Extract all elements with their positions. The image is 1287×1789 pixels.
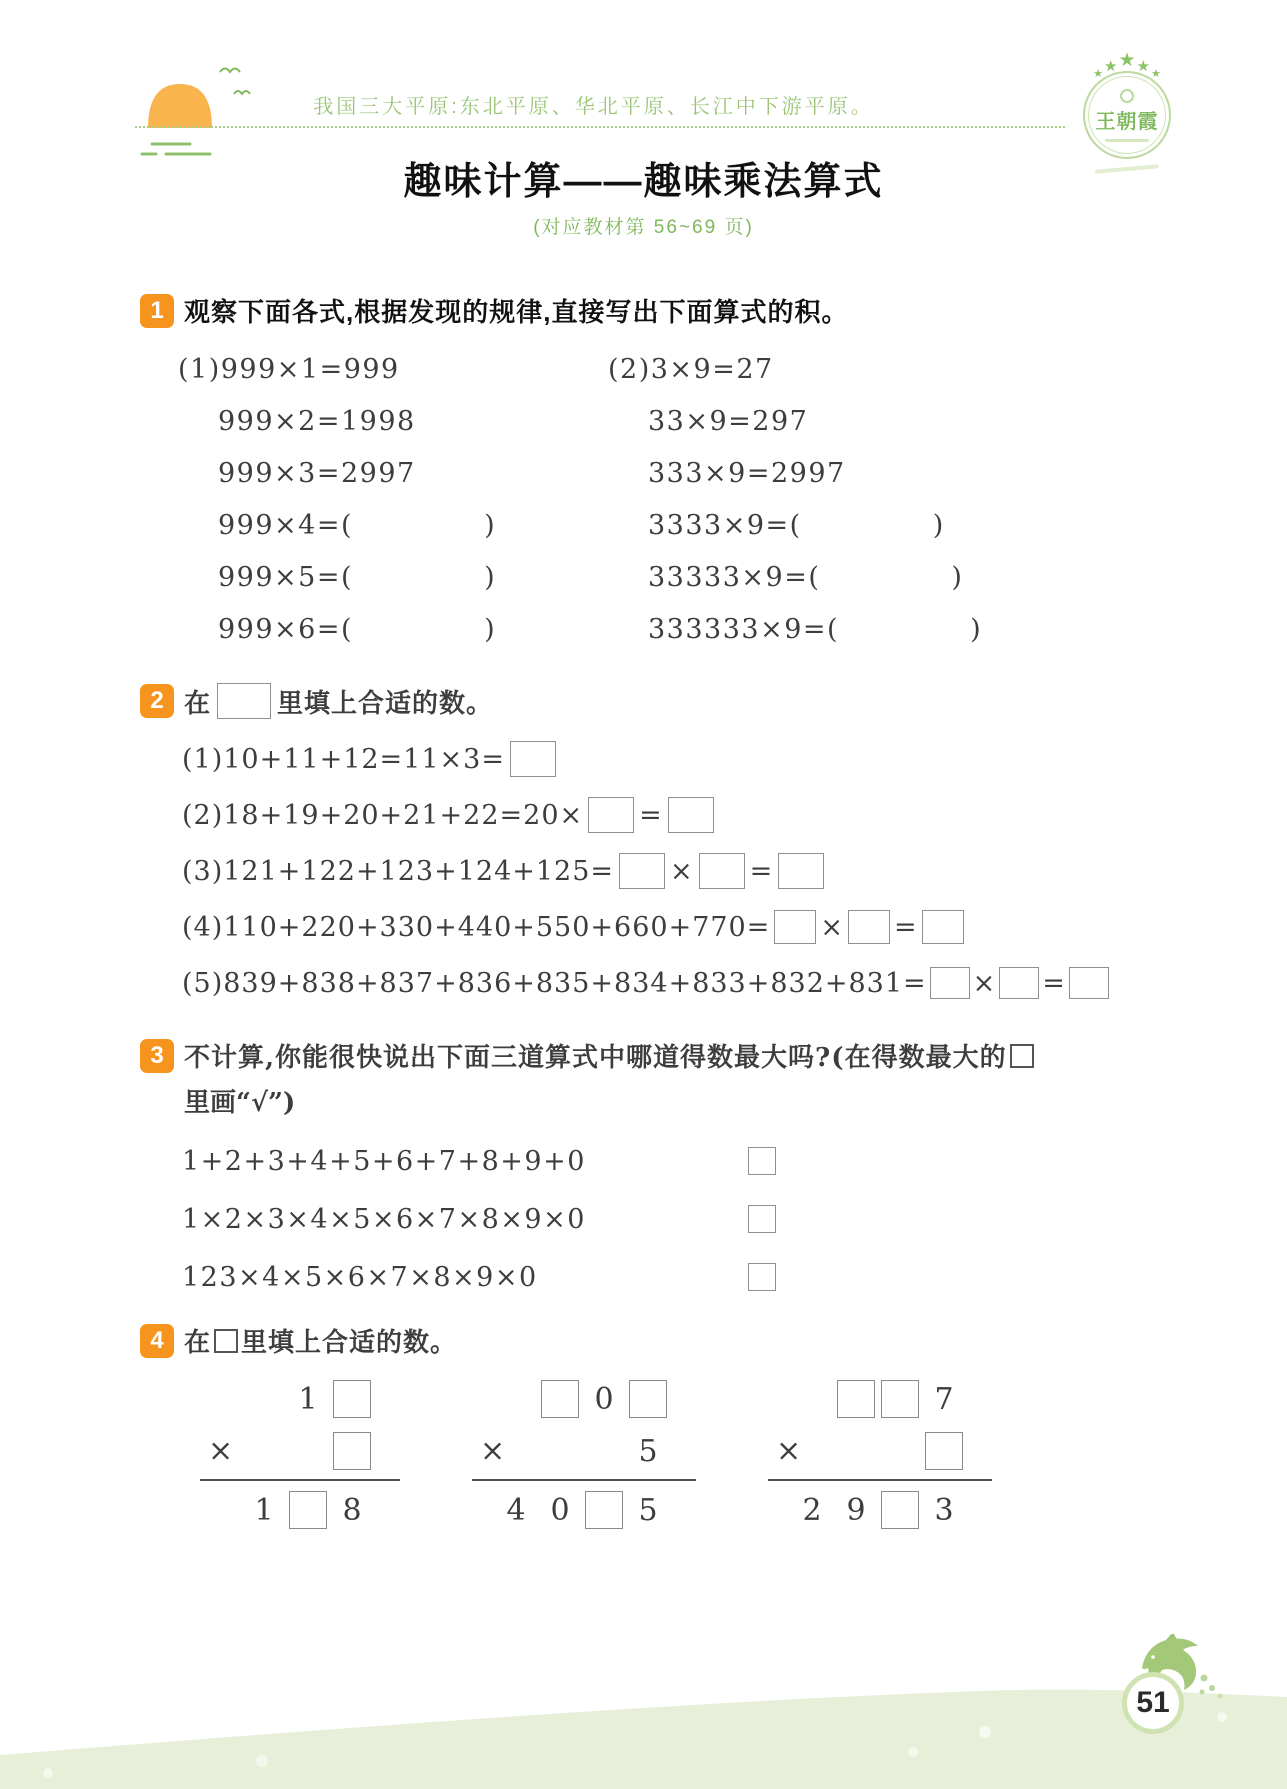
vinculum-line xyxy=(200,1479,400,1481)
answer-box[interactable] xyxy=(778,853,824,889)
equation-text: = xyxy=(749,855,774,887)
page-number: 51 xyxy=(1136,1686,1170,1719)
equation-column xyxy=(178,343,608,655)
answer-box[interactable] xyxy=(881,1380,919,1418)
splash-drop xyxy=(1201,1675,1208,1682)
fill-blank-equation xyxy=(182,787,1287,843)
star-icon: ★ xyxy=(1104,58,1118,75)
bubble xyxy=(979,1726,991,1738)
equation-column xyxy=(608,343,1038,655)
equation-text: (2)18+19+20+21+22=20× xyxy=(182,799,584,831)
digit: 9 xyxy=(846,1492,866,1528)
page-footer xyxy=(0,1639,1287,1789)
fill-blank-equation xyxy=(182,843,1287,899)
equation-row: 333333×9=( ) xyxy=(648,613,983,645)
problem-3 xyxy=(0,1037,1287,1306)
problem-statement xyxy=(184,683,493,720)
vinculum-line xyxy=(768,1479,992,1481)
page-header xyxy=(0,0,1287,150)
answer-box[interactable] xyxy=(999,967,1039,999)
answer-box[interactable] xyxy=(289,1491,327,1529)
equation-text: (5)839+838+837+836+835+834+833+832+831= xyxy=(182,967,927,999)
expression-row xyxy=(182,1132,1287,1190)
problem-3-header xyxy=(0,1037,1287,1074)
vmult-row xyxy=(768,1425,992,1477)
star-icon: ★ xyxy=(1136,58,1150,75)
vertical-multiplications xyxy=(200,1373,1287,1537)
stamp-ring xyxy=(1083,71,1171,159)
multiply-sign: × xyxy=(776,1433,802,1469)
star-icon: ★ xyxy=(1093,68,1104,80)
problem-number-badge: 3 xyxy=(140,1039,174,1073)
problem-2 xyxy=(0,679,1287,1011)
answer-box[interactable] xyxy=(588,797,634,833)
fill-blank-equations xyxy=(0,731,1287,1011)
fill-blank-equation xyxy=(182,955,1287,1011)
stamp-name: 王朝霞 xyxy=(1095,110,1159,133)
problem-number-badge: 2 xyxy=(140,684,174,718)
wave-shape xyxy=(0,1690,1287,1789)
equation-text: 在 xyxy=(184,688,212,719)
answer-box[interactable] xyxy=(333,1432,371,1470)
answer-box[interactable] xyxy=(925,1432,963,1470)
vmult-row xyxy=(768,1483,992,1537)
check-box[interactable] xyxy=(748,1147,776,1175)
answer-box[interactable] xyxy=(668,797,714,833)
bubble xyxy=(43,1768,53,1778)
equation-text: = xyxy=(893,911,918,943)
brand-stamp xyxy=(1062,52,1192,171)
digit: 1 xyxy=(298,1381,318,1417)
equation-text: 里填上合适的数。 xyxy=(241,1328,458,1358)
problem-4-header xyxy=(0,1322,1287,1359)
header-note: 我国三大平原:东北平原、华北平原、长江中下游平原。 xyxy=(313,96,874,118)
equation-text: × xyxy=(670,855,694,887)
stamp-stars-icon xyxy=(1093,50,1161,80)
problem-statement: 观察下面各式,根据发现的规律,直接写出下面算式的积。 xyxy=(184,297,849,327)
equation-row: 333×9=2997 xyxy=(648,457,846,489)
equation-text: 不计算,你能很快说出下面三道算式中哪道得数最大吗?(在得数最大的 xyxy=(184,1043,1007,1073)
answer-box[interactable] xyxy=(1010,1044,1034,1068)
equation-row: 999×6=( ) xyxy=(218,613,497,645)
page-title: 趣味计算——趣味乘法算式 xyxy=(403,161,884,203)
problem-1-header xyxy=(0,292,1287,329)
bubble xyxy=(908,1747,918,1757)
vertical-multiplication xyxy=(768,1373,992,1537)
answer-box[interactable] xyxy=(510,741,556,777)
digit: 8 xyxy=(342,1492,362,1528)
vmult-row xyxy=(472,1425,696,1477)
equation-row: 3333×9=( ) xyxy=(648,509,945,541)
equation-row: 999×3=2997 xyxy=(218,457,416,489)
equation-text: = xyxy=(1042,967,1066,999)
page-subtitle: (对应教材第 56~69 页) xyxy=(533,217,754,238)
equation-columns xyxy=(0,343,1287,655)
problem-statement xyxy=(184,1322,457,1359)
equation-row: 33×9=297 xyxy=(648,405,809,437)
vertical-multiplication xyxy=(200,1373,400,1537)
bubble xyxy=(256,1755,268,1767)
vmult-row xyxy=(768,1373,992,1425)
equation-row: 999×4=( ) xyxy=(218,509,497,541)
vinculum-line xyxy=(472,1479,696,1481)
stamp-crest-icon xyxy=(1120,89,1134,103)
problem-number-badge: 1 xyxy=(140,294,174,328)
answer-box[interactable] xyxy=(881,1491,919,1529)
digit: 3 xyxy=(934,1492,954,1528)
expression-row xyxy=(182,1190,1287,1248)
check-box[interactable] xyxy=(748,1263,776,1291)
equation-text: = xyxy=(639,799,663,831)
digit: 2 xyxy=(802,1492,822,1528)
equation-row: 33333×9=( ) xyxy=(648,561,964,593)
digit: 5 xyxy=(638,1433,658,1469)
problem-statement-line2 xyxy=(0,1080,1287,1120)
bird-icon xyxy=(220,69,240,73)
multiply-sign: × xyxy=(208,1433,234,1469)
equation-text: 在 xyxy=(184,1328,212,1358)
stamp-decor-line xyxy=(1105,139,1149,142)
answer-box[interactable] xyxy=(214,1329,238,1353)
star-icon: ★ xyxy=(1118,50,1136,71)
equation-row: 999×2=1998 xyxy=(218,405,416,437)
dolphin-eye xyxy=(1151,1655,1155,1659)
expression-text: 123×4×5×6×7×8×9×0 xyxy=(182,1261,538,1293)
vmult-row xyxy=(200,1425,400,1477)
answer-box[interactable] xyxy=(585,1491,623,1529)
answer-box[interactable] xyxy=(922,910,964,944)
header-divider xyxy=(135,126,1065,128)
footer-wave xyxy=(0,1649,1287,1789)
digit: 4 xyxy=(506,1492,526,1528)
vmult-row xyxy=(472,1373,696,1425)
fill-blank-equation xyxy=(182,899,1287,955)
digit: 0 xyxy=(550,1492,570,1528)
answer-box[interactable] xyxy=(930,967,970,999)
answer-box[interactable] xyxy=(541,1380,579,1418)
fill-blank-equation xyxy=(182,731,1287,787)
answer-box[interactable] xyxy=(217,683,271,719)
answer-box[interactable] xyxy=(848,910,890,944)
star-icon: ★ xyxy=(1150,68,1161,80)
page-number-badge xyxy=(1122,1672,1184,1734)
problem-number-badge: 4 xyxy=(140,1324,174,1358)
expression-text: 1×2×3×4×5×6×7×8×9×0 xyxy=(182,1203,586,1235)
expression-list xyxy=(0,1132,1287,1306)
vertical-multiplication xyxy=(472,1373,696,1537)
expression-text: 1+2+3+4+5+6+7+8+9+0 xyxy=(182,1145,586,1177)
answer-box[interactable] xyxy=(333,1380,371,1418)
equation-text: (1)10+11+12=11×3= xyxy=(182,743,505,775)
splash-drop xyxy=(1209,1685,1215,1691)
problem-2-header xyxy=(0,679,1287,723)
answer-box[interactable] xyxy=(837,1380,875,1418)
equation-text: 里画“√”) xyxy=(184,1087,296,1118)
splash-drop xyxy=(1218,1694,1223,1699)
problem-statement xyxy=(184,1037,1037,1074)
problem-1 xyxy=(0,292,1287,655)
vmult-row xyxy=(472,1483,696,1537)
answer-box[interactable] xyxy=(1069,967,1109,999)
equation-text: 里填上合适的数。 xyxy=(277,688,494,719)
equation-text: (3)121+122+123+124+125= xyxy=(182,855,615,887)
splash-drop xyxy=(1200,1690,1205,1695)
digit: 1 xyxy=(254,1492,274,1528)
answer-box[interactable] xyxy=(619,853,665,889)
equation-text: × xyxy=(820,911,844,943)
vmult-row xyxy=(200,1483,400,1537)
digit: 5 xyxy=(638,1492,658,1528)
problem-4 xyxy=(0,1322,1287,1537)
equation-row: (1)999×1=999 xyxy=(178,353,400,385)
answer-box[interactable] xyxy=(699,853,745,889)
equation-row: (2)3×9=27 xyxy=(608,353,774,385)
expression-row xyxy=(182,1248,1287,1306)
equation-text: × xyxy=(972,967,997,999)
equation-text: (4)110+220+330+440+550+660+770= xyxy=(182,911,771,943)
answer-box[interactable] xyxy=(774,910,816,944)
check-box[interactable] xyxy=(748,1205,776,1233)
digit: 0 xyxy=(594,1381,614,1417)
bubble xyxy=(1217,1712,1227,1722)
multiply-sign: × xyxy=(480,1433,506,1469)
digit: 7 xyxy=(934,1381,954,1417)
vmult-row xyxy=(200,1373,400,1425)
equation-row: 999×5=( ) xyxy=(218,561,497,593)
answer-box[interactable] xyxy=(629,1380,667,1418)
